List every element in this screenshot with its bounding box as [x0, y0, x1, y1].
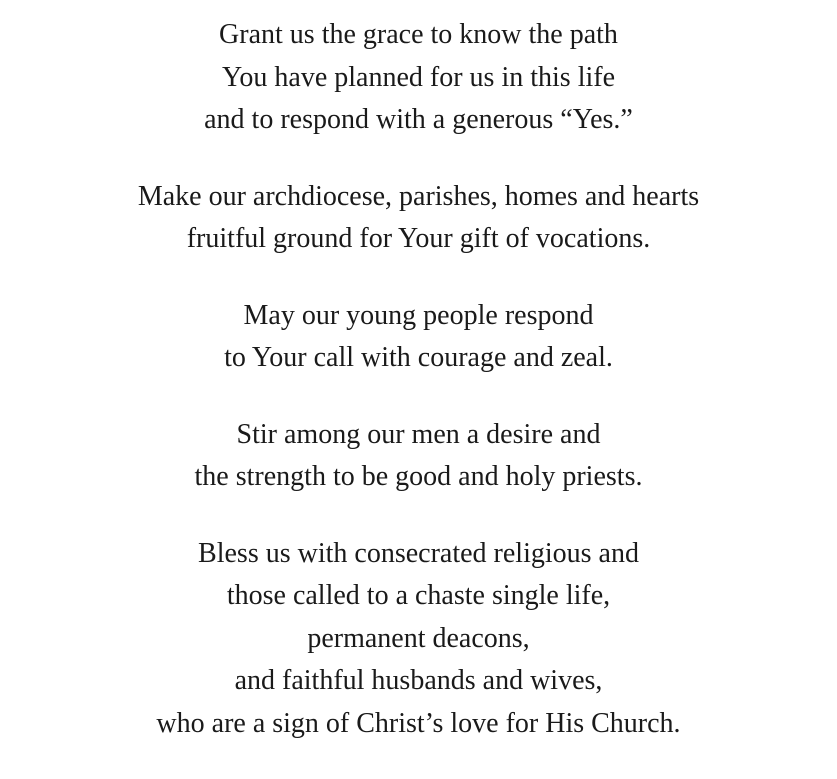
prayer-line: and to respond with a generous “Yes.” — [204, 104, 633, 135]
stanza-grace — [0, 14, 837, 142]
prayer-text — [0, 14, 837, 779]
prayer-line: the strength to be good and holy priests. — [194, 461, 643, 492]
prayer-line: to Your call with courage and zeal. — [224, 342, 613, 373]
stanza-priests — [0, 414, 837, 499]
prayer-line: who are a sign of Christ’s love for His Church. — [156, 707, 681, 739]
prayer-line: Stir among our men a desire and — [236, 418, 601, 450]
prayer-line: Make our archdiocese, parishes, homes and hearts — [137, 180, 700, 212]
stanza-young-people — [0, 295, 837, 380]
prayer-line: May our young people respond — [243, 299, 594, 331]
prayer-line: those called to a chaste single life, — [226, 580, 611, 611]
prayer-line: Grant us the grace to know the path — [219, 19, 618, 50]
prayer-line: and faithful husbands and wives, — [234, 665, 603, 696]
prayer-line: You have planned for us in this life — [222, 61, 615, 93]
prayer-line: fruitful ground for Your gift of vocations. — [186, 223, 651, 254]
stanza-archdiocese — [0, 176, 837, 261]
stanza-blessing — [0, 533, 837, 746]
prayer-line: permanent deacons, — [307, 622, 530, 654]
prayer-line: Bless us with consecrated religious and — [198, 537, 639, 569]
